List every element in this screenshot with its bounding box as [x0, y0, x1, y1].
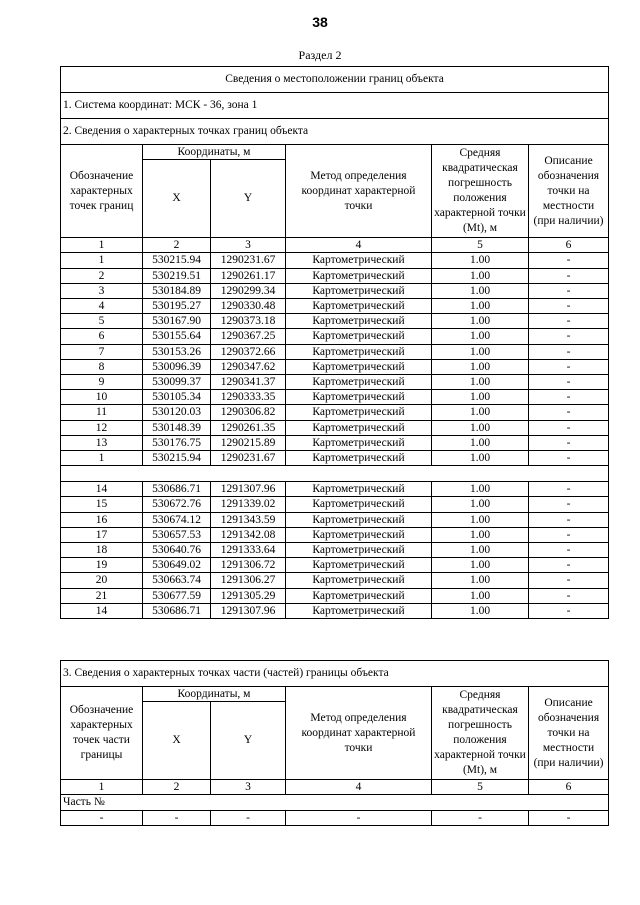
- error-cell: 1.00: [432, 588, 529, 603]
- x-coordinate: 530195.27: [143, 299, 211, 314]
- column-number: 6: [529, 238, 609, 253]
- header-description: Описание обозначения точки на местности (при наличии): [529, 145, 609, 238]
- x-coordinate: 530219.51: [143, 268, 211, 283]
- y-coordinate: 1291307.96: [211, 603, 286, 618]
- table-row: [61, 435, 609, 450]
- method-cell: Картометрический: [286, 573, 432, 588]
- column-number: 2: [143, 780, 211, 795]
- point-number: 5: [61, 314, 143, 329]
- column-number: 1: [61, 238, 143, 253]
- error-cell: 1.00: [432, 435, 529, 450]
- description-cell: -: [529, 451, 609, 466]
- point-number: 17: [61, 527, 143, 542]
- method-cell: Картометрический: [286, 375, 432, 390]
- method-cell: Картометрический: [286, 405, 432, 420]
- table-row: [61, 359, 609, 374]
- y-coordinate: 1290231.67: [211, 253, 286, 268]
- description-cell: -: [529, 329, 609, 344]
- part-cell: -: [211, 810, 286, 825]
- point-number: 2: [61, 268, 143, 283]
- method-cell: Картометрический: [286, 497, 432, 512]
- error-cell: 1.00: [432, 405, 529, 420]
- part-label-row: [61, 795, 609, 810]
- table-row: [61, 603, 609, 618]
- table-row: [61, 283, 609, 298]
- table-row: [61, 512, 609, 527]
- description-cell: -: [529, 527, 609, 542]
- error-cell: 1.00: [432, 512, 529, 527]
- header-x: X: [143, 160, 211, 238]
- description-cell: -: [529, 314, 609, 329]
- x-coordinate: 530640.76: [143, 543, 211, 558]
- table-title-row: [61, 67, 609, 93]
- description-cell: -: [529, 390, 609, 405]
- table-row: [61, 420, 609, 435]
- x-coordinate: 530099.37: [143, 375, 211, 390]
- column-number: 5: [432, 238, 529, 253]
- part-cell: -: [529, 810, 609, 825]
- coord-system-row: [61, 93, 609, 119]
- y-coordinate: 1290341.37: [211, 375, 286, 390]
- y-coordinate: 1290261.17: [211, 268, 286, 283]
- error-cell: 1.00: [432, 558, 529, 573]
- y-coordinate: 1290330.48: [211, 299, 286, 314]
- point-number: 1: [61, 253, 143, 268]
- section3-title-row: [61, 661, 609, 687]
- page-number: 38: [312, 14, 328, 30]
- header-coordinates: Координаты, м: [143, 687, 286, 702]
- description-cell: -: [529, 268, 609, 283]
- part-points-table: [60, 660, 609, 826]
- y-coordinate: 1291343.59: [211, 512, 286, 527]
- error-cell: 1.00: [432, 329, 529, 344]
- table-row: [61, 405, 609, 420]
- point-number: 10: [61, 390, 143, 405]
- method-cell: Картометрический: [286, 482, 432, 497]
- error-cell: 1.00: [432, 573, 529, 588]
- point-number: 12: [61, 420, 143, 435]
- error-cell: 1.00: [432, 359, 529, 374]
- table-row: [61, 329, 609, 344]
- point-number: 1: [61, 451, 143, 466]
- point-number: 7: [61, 344, 143, 359]
- y-coordinate: 1291339.02: [211, 497, 286, 512]
- point-number: 3: [61, 283, 143, 298]
- section2-title-row: [61, 119, 609, 145]
- part-cell: -: [143, 810, 211, 825]
- error-cell: 1.00: [432, 283, 529, 298]
- column-number: 4: [286, 780, 432, 795]
- header-y: Y: [211, 702, 286, 780]
- section-label: Раздел 2: [298, 48, 342, 62]
- description-cell: -: [529, 543, 609, 558]
- description-cell: -: [529, 435, 609, 450]
- description-cell: -: [529, 482, 609, 497]
- y-coordinate: 1290306.82: [211, 405, 286, 420]
- point-number: 14: [61, 603, 143, 618]
- x-coordinate: 530649.02: [143, 558, 211, 573]
- point-number: 4: [61, 299, 143, 314]
- header-description: Описание обозначения точки на местности (при наличии): [529, 687, 609, 780]
- y-coordinate: 1290367.25: [211, 329, 286, 344]
- boundary-points-table: [60, 66, 609, 619]
- error-cell: 1.00: [432, 482, 529, 497]
- x-coordinate: 530686.71: [143, 482, 211, 497]
- method-cell: Картометрический: [286, 451, 432, 466]
- description-cell: -: [529, 512, 609, 527]
- x-coordinate: 530120.03: [143, 405, 211, 420]
- part-cell: -: [432, 810, 529, 825]
- column-number: 1: [61, 780, 143, 795]
- description-cell: -: [529, 375, 609, 390]
- table-row: [61, 543, 609, 558]
- method-cell: Картометрический: [286, 359, 432, 374]
- section3-title: 3. Сведения о характерных точках части (частей) границы объекта: [61, 661, 609, 687]
- table-title: Сведения о местоположении границ объекта: [61, 67, 609, 93]
- x-coordinate: 530148.39: [143, 420, 211, 435]
- table-row: [61, 558, 609, 573]
- method-cell: Картометрический: [286, 512, 432, 527]
- x-coordinate: 530672.76: [143, 497, 211, 512]
- table-row: [61, 497, 609, 512]
- point-number: 21: [61, 588, 143, 603]
- point-number: 18: [61, 543, 143, 558]
- table-row: [61, 314, 609, 329]
- error-cell: 1.00: [432, 543, 529, 558]
- error-cell: 1.00: [432, 603, 529, 618]
- error-cell: 1.00: [432, 344, 529, 359]
- method-cell: Картометрический: [286, 344, 432, 359]
- y-coordinate: 1291333.64: [211, 543, 286, 558]
- error-cell: 1.00: [432, 390, 529, 405]
- table-row: [61, 344, 609, 359]
- error-cell: 1.00: [432, 420, 529, 435]
- error-cell: 1.00: [432, 253, 529, 268]
- section2-title: 2. Сведения о характерных точках границ объекта: [61, 119, 609, 145]
- y-coordinate: 1291306.27: [211, 573, 286, 588]
- method-cell: Картометрический: [286, 283, 432, 298]
- y-coordinate: 1291307.96: [211, 482, 286, 497]
- header-error: Средняя квадратическая погрешность положения характерной точки (Mt), м: [432, 687, 529, 780]
- method-cell: Картометрический: [286, 558, 432, 573]
- table-row: [61, 451, 609, 466]
- y-coordinate: 1291305.29: [211, 588, 286, 603]
- header-method: Метод определения координат характерной точки: [286, 687, 432, 780]
- error-cell: 1.00: [432, 451, 529, 466]
- header-row: [61, 145, 609, 160]
- description-cell: -: [529, 283, 609, 298]
- y-coordinate: 1290215.89: [211, 435, 286, 450]
- column-number: 6: [529, 780, 609, 795]
- method-cell: Картометрический: [286, 329, 432, 344]
- point-number: 8: [61, 359, 143, 374]
- error-cell: 1.00: [432, 527, 529, 542]
- error-cell: 1.00: [432, 299, 529, 314]
- point-number: 14: [61, 482, 143, 497]
- method-cell: Картометрический: [286, 543, 432, 558]
- y-coordinate: 1290231.67: [211, 451, 286, 466]
- point-number: 20: [61, 573, 143, 588]
- y-coordinate: 1290333.35: [211, 390, 286, 405]
- method-cell: Картометрический: [286, 314, 432, 329]
- part-label: Часть №: [61, 795, 609, 810]
- x-coordinate: 530096.39: [143, 359, 211, 374]
- table-row: [61, 375, 609, 390]
- description-cell: -: [529, 497, 609, 512]
- x-coordinate: 530215.94: [143, 253, 211, 268]
- column-number: 2: [143, 238, 211, 253]
- table-row: [61, 253, 609, 268]
- method-cell: Картометрический: [286, 253, 432, 268]
- point-number: 6: [61, 329, 143, 344]
- y-coordinate: 1290261.35: [211, 420, 286, 435]
- column-number: 3: [211, 780, 286, 795]
- column-number: 4: [286, 238, 432, 253]
- column-number: 3: [211, 238, 286, 253]
- x-coordinate: 530677.59: [143, 588, 211, 603]
- description-cell: -: [529, 588, 609, 603]
- description-cell: -: [529, 405, 609, 420]
- description-cell: -: [529, 573, 609, 588]
- header-method: Метод определения координат характерной точки: [286, 145, 432, 238]
- x-coordinate: 530155.64: [143, 329, 211, 344]
- method-cell: Картометрический: [286, 603, 432, 618]
- x-coordinate: 530686.71: [143, 603, 211, 618]
- error-cell: 1.00: [432, 497, 529, 512]
- point-number: 15: [61, 497, 143, 512]
- description-cell: -: [529, 299, 609, 314]
- error-cell: 1.00: [432, 268, 529, 283]
- method-cell: Картометрический: [286, 527, 432, 542]
- part-data-row: [61, 810, 609, 825]
- header-y: Y: [211, 160, 286, 238]
- table-row: [61, 390, 609, 405]
- method-cell: Картометрический: [286, 268, 432, 283]
- empty-cell: [61, 466, 609, 482]
- x-coordinate: 530167.90: [143, 314, 211, 329]
- x-coordinate: 530184.89: [143, 283, 211, 298]
- header-row: [61, 687, 609, 702]
- header-point-designation: Обозначение характерных точек части границы: [61, 687, 143, 780]
- y-coordinate: 1291306.72: [211, 558, 286, 573]
- header-coordinates: Координаты, м: [143, 145, 286, 160]
- method-cell: Картометрический: [286, 588, 432, 603]
- header-error: Средняя квадратическая погрешность положения характерной точки (Mt), м: [432, 145, 529, 238]
- method-cell: Картометрический: [286, 390, 432, 405]
- description-cell: -: [529, 344, 609, 359]
- description-cell: -: [529, 253, 609, 268]
- y-coordinate: 1291342.08: [211, 527, 286, 542]
- empty-separator-row: [61, 466, 609, 482]
- point-number: 16: [61, 512, 143, 527]
- table-row: [61, 299, 609, 314]
- table-row: [61, 588, 609, 603]
- method-cell: Картометрический: [286, 299, 432, 314]
- header-x: X: [143, 702, 211, 780]
- column-number-row: [61, 238, 609, 253]
- column-number-row: [61, 780, 609, 795]
- point-number: 13: [61, 435, 143, 450]
- error-cell: 1.00: [432, 375, 529, 390]
- description-cell: -: [529, 558, 609, 573]
- y-coordinate: 1290299.34: [211, 283, 286, 298]
- table-row: [61, 482, 609, 497]
- column-number: 5: [432, 780, 529, 795]
- table-row: [61, 527, 609, 542]
- y-coordinate: 1290372.66: [211, 344, 286, 359]
- x-coordinate: 530674.12: [143, 512, 211, 527]
- description-cell: -: [529, 420, 609, 435]
- error-cell: 1.00: [432, 314, 529, 329]
- y-coordinate: 1290347.62: [211, 359, 286, 374]
- method-cell: Картометрический: [286, 420, 432, 435]
- description-cell: -: [529, 603, 609, 618]
- x-coordinate: 530176.75: [143, 435, 211, 450]
- x-coordinate: 530215.94: [143, 451, 211, 466]
- header-point-designation: Обозначение характерных точек границ: [61, 145, 143, 238]
- table-row: [61, 573, 609, 588]
- point-number: 11: [61, 405, 143, 420]
- part-cell: -: [61, 810, 143, 825]
- x-coordinate: 530105.34: [143, 390, 211, 405]
- y-coordinate: 1290373.18: [211, 314, 286, 329]
- point-number: 9: [61, 375, 143, 390]
- x-coordinate: 530663.74: [143, 573, 211, 588]
- point-number: 19: [61, 558, 143, 573]
- x-coordinate: 530153.26: [143, 344, 211, 359]
- x-coordinate: 530657.53: [143, 527, 211, 542]
- description-cell: -: [529, 359, 609, 374]
- table-row: [61, 268, 609, 283]
- part-cell: -: [286, 810, 432, 825]
- method-cell: Картометрический: [286, 435, 432, 450]
- coord-system: 1. Система координат: МСК - 36, зона 1: [61, 93, 609, 119]
